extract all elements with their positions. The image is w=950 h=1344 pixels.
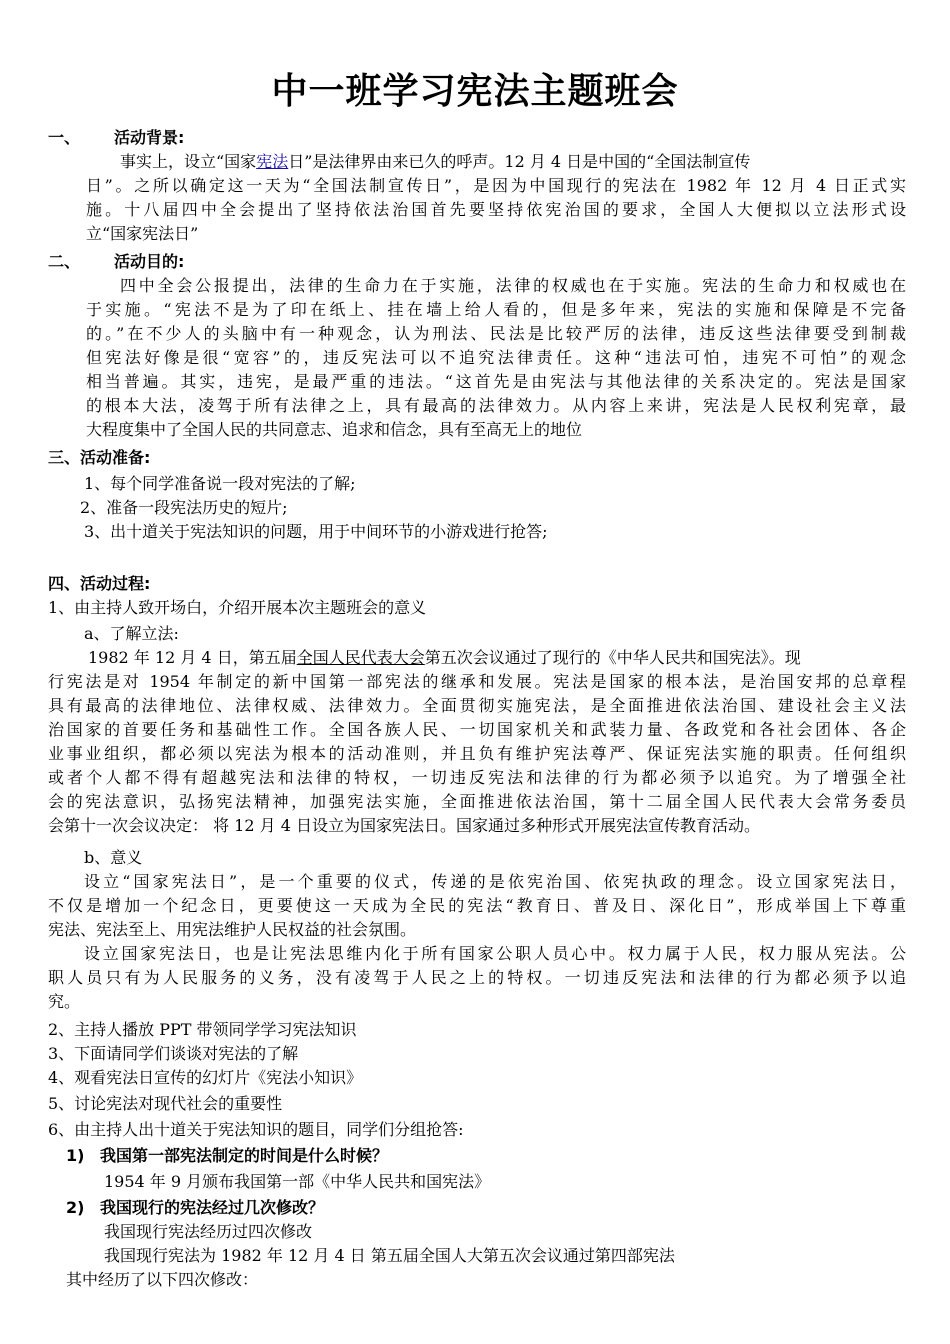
answer-2-line-2: 我国现行宪法为 1982 年 12 月 4 日 第五届全国人大第五次会议通过第四部宪法 (104, 1246, 675, 1265)
section-2-number: 二、 (48, 252, 81, 271)
question-2: 我国现行的宪法经过几次修改？ (100, 1198, 325, 1217)
subsection-b-line-2: 不仅是增加一个纪念日，更要使这一天成为全民的宪法“教育日、普及日、深化日”，形成举国上下尊重 (48, 896, 906, 915)
prep-item-1: 1、每个同学准备说一段对宪法的了解; (84, 474, 356, 493)
document-title: 中一班学习宪法主题班会 (271, 71, 679, 112)
section-4-heading: 四、活动过程: (48, 574, 151, 593)
process-step-1: 1、由主持人致开场白，介绍开展本次主题班会的意义 (48, 598, 427, 617)
subsection-a-line-4: 治国家的首要任务和基础性工作。全国各族人民、一切国家机关和武装力量、各政党和各社会团体、各企 (48, 720, 906, 739)
section-3-heading: 三、活动准备: (48, 448, 151, 467)
section-1-heading: 活动背景: (114, 128, 185, 147)
section-2-line-1: 四中全会公报提出，法律的生命力在于实施，法律的权威也在于实施。宪法的生命力和权威也在 (120, 276, 906, 295)
section-2-line-2: 于实施。“宪法不是为了印在纸上、挂在墙上给人看的，但是多年来，宪法的实施和保障是不完备 (86, 300, 906, 319)
process-step-4: 4、观看宪法日宣传的幻灯片《宪法小知识》 (48, 1068, 363, 1087)
section-1-line-1 (120, 150, 750, 174)
section-1-line-2: 日”。之所以确定这一天为“全国法制宣传日”，是因为中国现行的宪法在 1982 年 12 月 4 日正式实 (86, 176, 906, 195)
section-1-text: 日”是法律界由来已久的呼声。12 月 4 日是中国的“全国法制宣传 (288, 152, 751, 171)
section-1-text: 事实上，设立“国家 (120, 152, 257, 171)
answer-1: 1954 年 9 月颁布我国第一部《中华人民共和国宪法》 (104, 1172, 491, 1191)
subsection-a-line-8: 会第十一次会议决定： 将 12 月 4 日设立为国家宪法日。国家通过多种形式开展宪法宣传教育活动。 (48, 816, 760, 835)
process-step-6: 6、由主持人出十道关于宪法知识的题目，同学们分组抢答: (48, 1120, 464, 1139)
subsection-a-text: 1982 年 12 月 4 日，第五届 (88, 648, 297, 667)
process-step-5: 5、讨论宪法对现代社会的重要性 (48, 1094, 283, 1113)
section-1-line-3: 施。十八届四中全会提出了坚持依法治国首先要坚持依宪治国的要求，全国人大便拟以立法形式设 (86, 200, 906, 219)
subsection-b-line-1: 设立“国家宪法日”，是一个重要的仪式，传递的是依宪治国、依宪执政的理念。设立国家宪法日， (84, 872, 906, 891)
subsection-b-line-6: 究。 (48, 992, 81, 1011)
question-1: 我国第一部宪法制定的时间是什么时候？ (100, 1146, 389, 1165)
subsection-a-line-3: 具有最高的法律地位、法律权威、法律效力。全面贯彻实施宪法，是全面推进依法治国、建设社会主义法 (48, 696, 906, 715)
answer-2-line-1: 我国现行宪法经历过四次修改 (104, 1222, 313, 1241)
section-2-line-6: 的根本大法，凌驾于所有法律之上，具有最高的法律效力。从内容上来讲，宪法是人民权利宪章，最 (86, 396, 906, 415)
section-2-line-3: 的。”在不少人的头脑中有一种观念，认为刑法、民法是比较严厉的法律，违反这些法律要受到制裁 (86, 324, 906, 343)
subsection-a-heading: a、了解立法: (84, 624, 179, 643)
subsection-a-line-2: 行宪法是对 1954 年制定的新中国第一部宪法的继承和发展。宪法是国家的根本法，是治国安邦的总章程 (48, 672, 906, 691)
section-2-line-4: 但宪法好像是很“宽容”的，违反宪法可以不追究法律责任。这种“违法可怕，违宪不可怕”的观念 (86, 348, 906, 367)
subsection-a-text: 第五次会议通过了现行的《中华人民共和国宪法》。现 (424, 648, 801, 667)
prep-item-3: 3、出十道关于宪法知识的问题，用于中间环节的小游戏进行抢答; (84, 522, 548, 541)
subsection-b-heading: b、意义 (84, 848, 143, 867)
question-1-number: 1) (66, 1146, 85, 1165)
section-1-line-4: 立“国家宪法日” (86, 224, 199, 243)
process-step-2: 2、主持人播放 PPT 带领同学学习宪法知识 (48, 1020, 357, 1039)
subsection-a-line-1 (88, 646, 801, 670)
section-1-number: 一、 (48, 128, 81, 147)
section-2-line-7: 大程度集中了全国人民的共同意志、追求和信念，具有至高无上的地位 (86, 420, 583, 439)
npc-link[interactable]: 全国人民代表大会 (296, 648, 425, 667)
subsection-a-line-5: 业事业组织，都必须以宪法为根本的活动准则，并且负有维护宪法尊严、保证宪法实施的职责。任何组织 (48, 744, 906, 763)
subsection-b-line-5: 职人员只有为人民服务的义务，没有凌驾于人民之上的特权。一切违反宪法和法律的行为都必须予以追 (48, 968, 906, 987)
question-2-number: 2) (66, 1198, 85, 1217)
section-2-line-5: 相当普遍。其实，违宪，是最严重的违法。“这首先是由宪法与其他法律的关系决定的。宪法是国家 (86, 372, 906, 391)
prep-item-2: 2、准备一段宪法历史的短片; (80, 498, 288, 517)
process-step-3: 3、下面请同学们谈谈对宪法的了解 (48, 1044, 299, 1063)
subsection-a-line-6: 或者个人都不得有超越宪法和法律的特权，一切违反宪法和法律的行为都必须予以追究。为了增强全社 (48, 768, 906, 787)
answer-2-line-3: 其中经历了以下四次修改： (66, 1270, 259, 1289)
subsection-a-line-7: 会的宪法意识，弘扬宪法精神，加强宪法实施，全面推进依法治国，第十二届全国人民代表大会常务委员 (48, 792, 906, 811)
section-2-heading: 活动目的: (114, 252, 185, 271)
subsection-b-line-3: 宪法、宪法至上、用宪法维护人民权益的社会氛围。 (48, 920, 417, 939)
subsection-b-line-4: 设立国家宪法日，也是让宪法思维内化于所有国家公职人员心中。权力属于人民，权力服从宪法。公 (84, 944, 906, 963)
xianfa-link[interactable]: 宪法 (256, 152, 289, 171)
